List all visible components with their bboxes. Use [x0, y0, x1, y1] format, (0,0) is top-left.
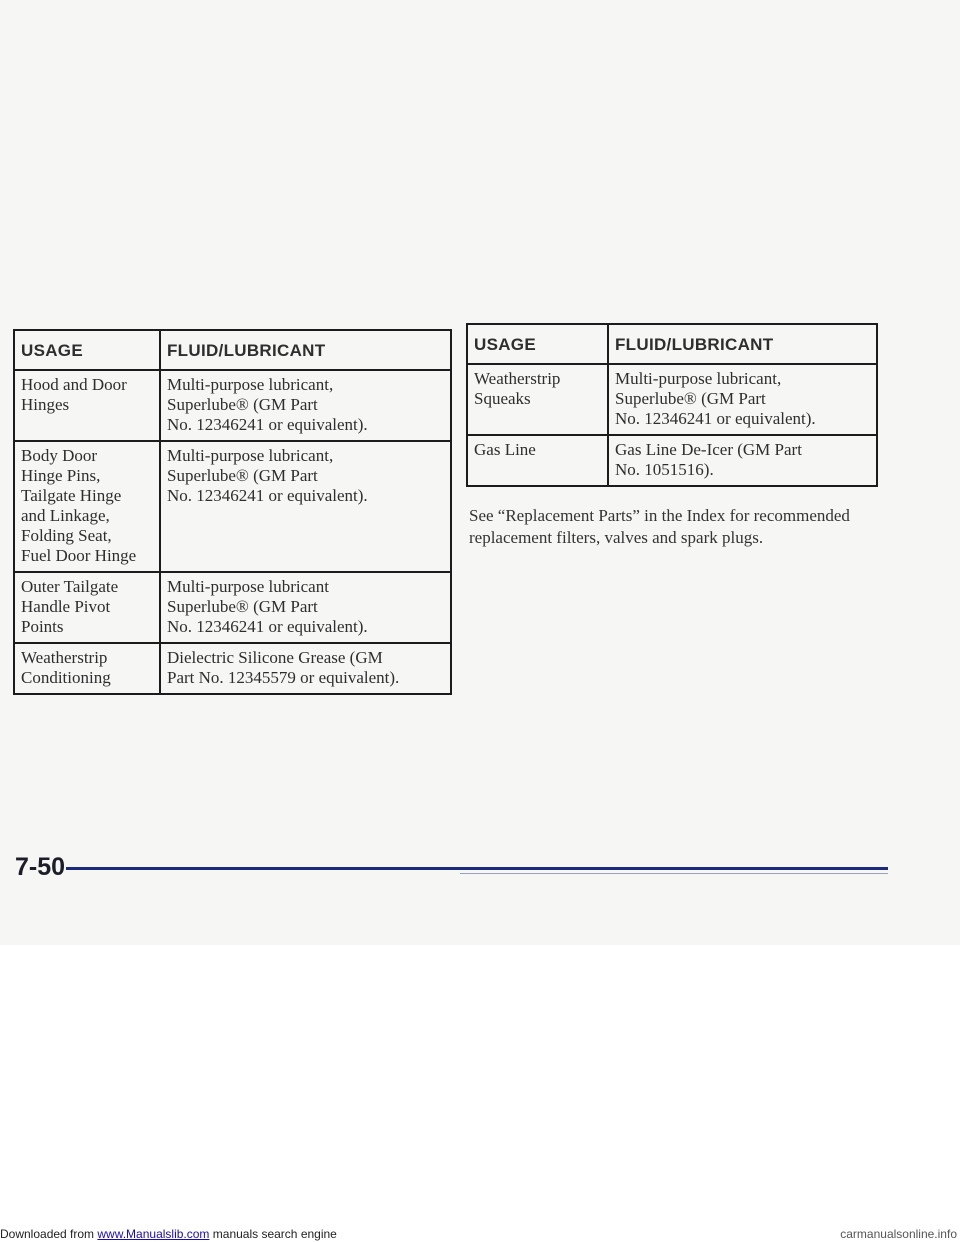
usage-text: Weatherstrip Squeaks	[474, 369, 561, 408]
footer-rule	[66, 867, 888, 870]
fluid-header: FLUID/LUBRICANT	[608, 324, 877, 364]
fluid-cell	[160, 370, 451, 441]
usage-cell	[14, 643, 160, 694]
footer-rule-thin	[460, 873, 888, 874]
usage-text: Hood and Door Hinges	[21, 375, 127, 414]
fluid-header: FLUID/LUBRICANT	[160, 330, 451, 370]
table-header-row	[467, 324, 877, 364]
fluid-cell	[608, 364, 877, 435]
table-row	[14, 572, 451, 643]
usage-text: Body Door Hinge Pins, Tailgate Hinge and Linkage, Folding Seat, Fuel Door Hinge	[21, 446, 137, 565]
usage-cell	[14, 370, 160, 441]
watermark-text: carmanualsonline.info	[840, 1227, 957, 1241]
table-row	[467, 435, 877, 486]
fluid-text: Gas Line De-Icer (GM Part No. 1051516).	[615, 440, 802, 479]
usage-cell	[14, 572, 160, 643]
table-row	[14, 441, 451, 572]
replacement-parts-note: See “Replacement Parts” in the Index for recommended replacement filters, valves and spark plugs.	[469, 506, 850, 547]
lubricant-table-right	[466, 323, 878, 487]
usage-header: USAGE	[467, 324, 608, 364]
usage-text: Gas Line	[474, 440, 536, 459]
usage-cell	[467, 364, 608, 435]
lubricant-table-left	[13, 329, 452, 695]
table-header-row	[14, 330, 451, 370]
usage-header: USAGE	[14, 330, 160, 370]
manualslib-link[interactable]: www.Manualslib.com	[97, 1227, 210, 1241]
fluid-cell	[160, 572, 451, 643]
download-banner	[0, 1226, 960, 1242]
fluid-cell	[608, 435, 877, 486]
table-row	[14, 643, 451, 694]
fluid-cell	[160, 441, 451, 572]
fluid-text: Multi-purpose lubricant, Superlube® (GM Part No. 12346241 or equivalent).	[615, 369, 816, 428]
fluid-text: Multi-purpose lubricant Superlube® (GM Part No. 12346241 or equivalent).	[167, 577, 368, 636]
fluid-text: Dielectric Silicone Grease (GM Part No. 12345579 or equivalent).	[167, 648, 400, 687]
usage-cell	[14, 441, 160, 572]
fluid-cell	[160, 643, 451, 694]
fluid-text: Multi-purpose lubricant, Superlube® (GM Part No. 12346241 or equivalent).	[167, 446, 368, 505]
page-number: 7-50	[15, 853, 66, 881]
usage-text: Weatherstrip Conditioning	[21, 648, 111, 687]
table-row	[14, 370, 451, 441]
usage-text: Outer Tailgate Handle Pivot Points	[21, 577, 119, 636]
fluid-text: Multi-purpose lubricant, Superlube® (GM Part No. 12346241 or equivalent).	[167, 375, 368, 434]
banner-prefix: Downloaded from	[0, 1227, 98, 1241]
table-row	[467, 364, 877, 435]
usage-cell	[467, 435, 608, 486]
banner-suffix: manuals search engine	[209, 1227, 337, 1241]
